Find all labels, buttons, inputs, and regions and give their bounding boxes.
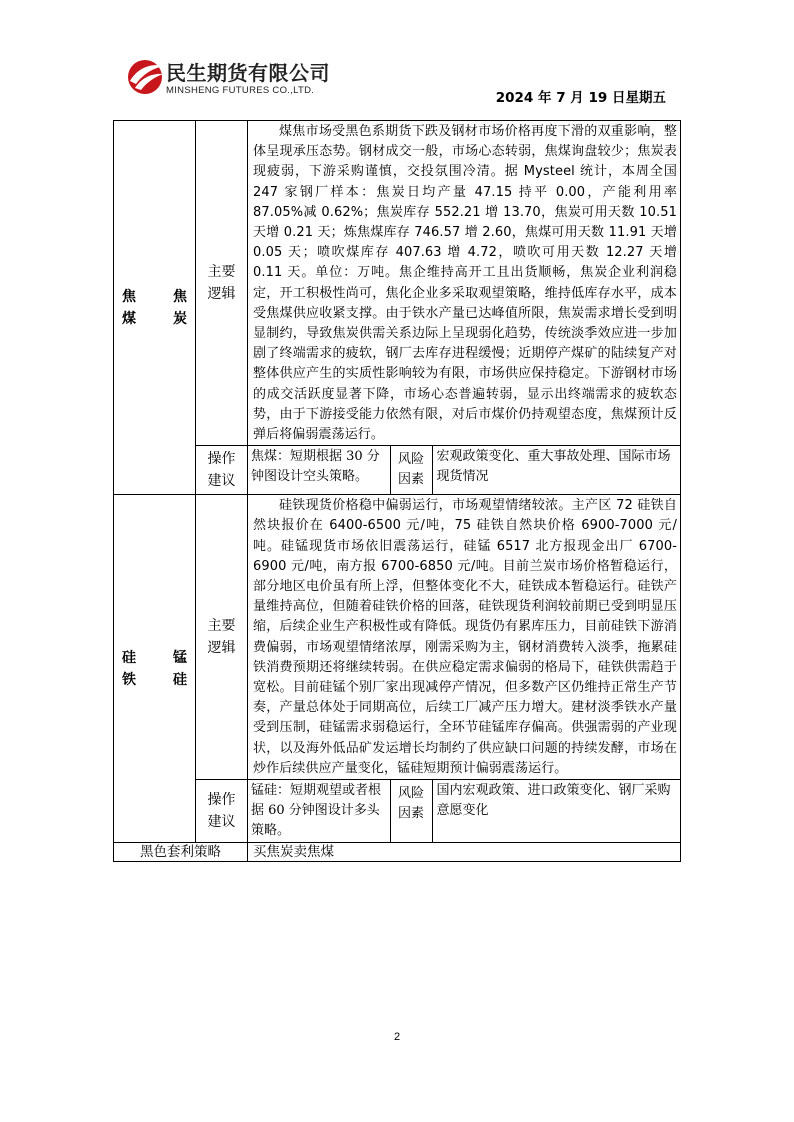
logo-chinese-name: 民生期货有限公司 <box>166 61 330 85</box>
op-text-coke: 焦煤：短期根据 30 分钟图设计空头策略。 <box>248 446 390 494</box>
section-coke-op-row <box>114 446 681 495</box>
op-label: 操作 建议 <box>196 780 248 843</box>
report-date: 2024 年 7 月 19 日星期五 <box>495 90 666 106</box>
strategy-label: 黑色套利策略 <box>114 843 248 862</box>
logic-text-ferroalloy: 硅铁现货价格稳中偏弱运行，市场观望情绪较浓。主产区 72 硅铁自然块报价在 6400-6500 元/吨，75 硅铁自然块价格 6900-7000 元/吨。硅锰现货市场依旧震荡运行，硅锰 6517 北方报现金出厂 6700-6900 元/吨，南方报 6700-6850 元/吨。目前兰炭市场价格暂稳运行，部分地区电价虽有所上浮，但整体变化不大，硅铁成本暂稳运行。硅铁产量维持高位，但随着硅铁价格的回落，硅铁现货利润较前期已受到明显压缩，后续企业生产积极性或有降低。现货仍有累库压力，目前硅铁下游消费偏弱，市场观望情绪浓厚，刚需采购为主，钢材消费转入淡季，拖累硅铁消费预期还将继续转弱。在供应稳定需求偏弱的格局下，硅铁供需趋于宽松。目前硅锰个别厂家出现减停产情况，但多数产区仍维持正常生产节奏，产量总体处于同期高位，后续工厂减产压力增大。建材淡季铁水产量受到压制，硅锰需求弱稳运行，全环节硅锰库存偏高。供强需弱的产业现状，以及海外低品矿发运增长均制约了供应缺口问题的持续发酵，市场在炒作后续供应产量变化，锰硅短期预计偏弱震荡运行。 <box>248 495 681 780</box>
category-ferroalloy: 硅 锰 铁 硅 <box>114 495 196 843</box>
logic-text-coke: 煤焦市场受黑色系期货下跌及钢材市场价格再度下滑的双重影响，整体呈现承压态势。钢材成交一般，市场心态转弱，焦煤询盘较少；焦炭表现疲弱，下游采购谨慎，交投氛围冷清。据 Mysteel 统计，本周全国 247 家钢厂样本：焦炭日均产量 47.15 持平 0.00，产能利用率 87.05%减 0.62%；焦炭库存 552.21 增 13.70，焦炭可用天数 10.51 天增 0.21 天；炼焦煤库存 746.57 增 2.60，焦煤可用天数 11.91 天增 0.05 天；喷吹煤库存 407.63 增 4.72，喷吹可用天数 12.27 天增 0.11 天。单位：万吨。焦企维持高开工且出货顺畅，焦炭企业利润稳定，开工积极性尚可，焦化企业多采取观望策略，维持低库存水平，成本受焦煤供应收紧支撑。由于铁水产量已达峰值所限，焦炭需求增长受到明显制约，导致焦炭供需关系边际上呈现弱化趋势，传统淡季效应进一步加剧了终端需求的疲软，钢厂去库存进程缓慢；近期停产煤矿的陆续复产对整体供应产生的实质性影响较为有限，市场供应保持稳定。下游钢材市场的成交活跃度显著下降，市场心态普遍转弱，显示出终端需求的疲软态势，由于下游接受能力依然有限，对后市煤价仍持观望态度，焦煤预计反弹后将偏弱震荡运行。 <box>248 121 681 446</box>
logo-english-name: MINSHENG FUTURES CO.,LTD. <box>166 85 315 96</box>
risk-text-ferroalloy: 国内宏观政策、进口政策变化、钢厂采购意愿变化 <box>436 783 671 819</box>
risk-text-coke: 宏观政策变化、重大事故处理、国际市场现货情况 <box>436 449 671 485</box>
op-text-ferroalloy: 锰硅：短期观望或者根据 60 分钟图设计多头策略。 <box>248 780 390 842</box>
op-risk-grid <box>248 446 680 494</box>
logic-label: 主要 逻辑 <box>196 121 248 446</box>
op-risk-grid <box>248 780 680 842</box>
risk-label: 风险 因素 <box>390 446 432 494</box>
minsheng-logo-icon <box>126 57 166 97</box>
company-logo <box>120 55 370 105</box>
page-number: 2 <box>393 1031 401 1043</box>
section-ferro-logic-row <box>114 495 681 780</box>
section-ferro-op-row <box>114 780 681 843</box>
risk-label: 风险 因素 <box>390 780 432 842</box>
strategy-row <box>114 843 681 862</box>
strategy-value: 买焦炭卖焦煤 <box>248 843 681 862</box>
category-coke-coal: 焦 焦 煤 炭 <box>114 121 196 495</box>
op-label: 操作 建议 <box>196 446 248 495</box>
logic-label: 主要 逻辑 <box>196 495 248 780</box>
report-table <box>113 120 681 862</box>
section-coke-logic-row <box>114 121 681 446</box>
